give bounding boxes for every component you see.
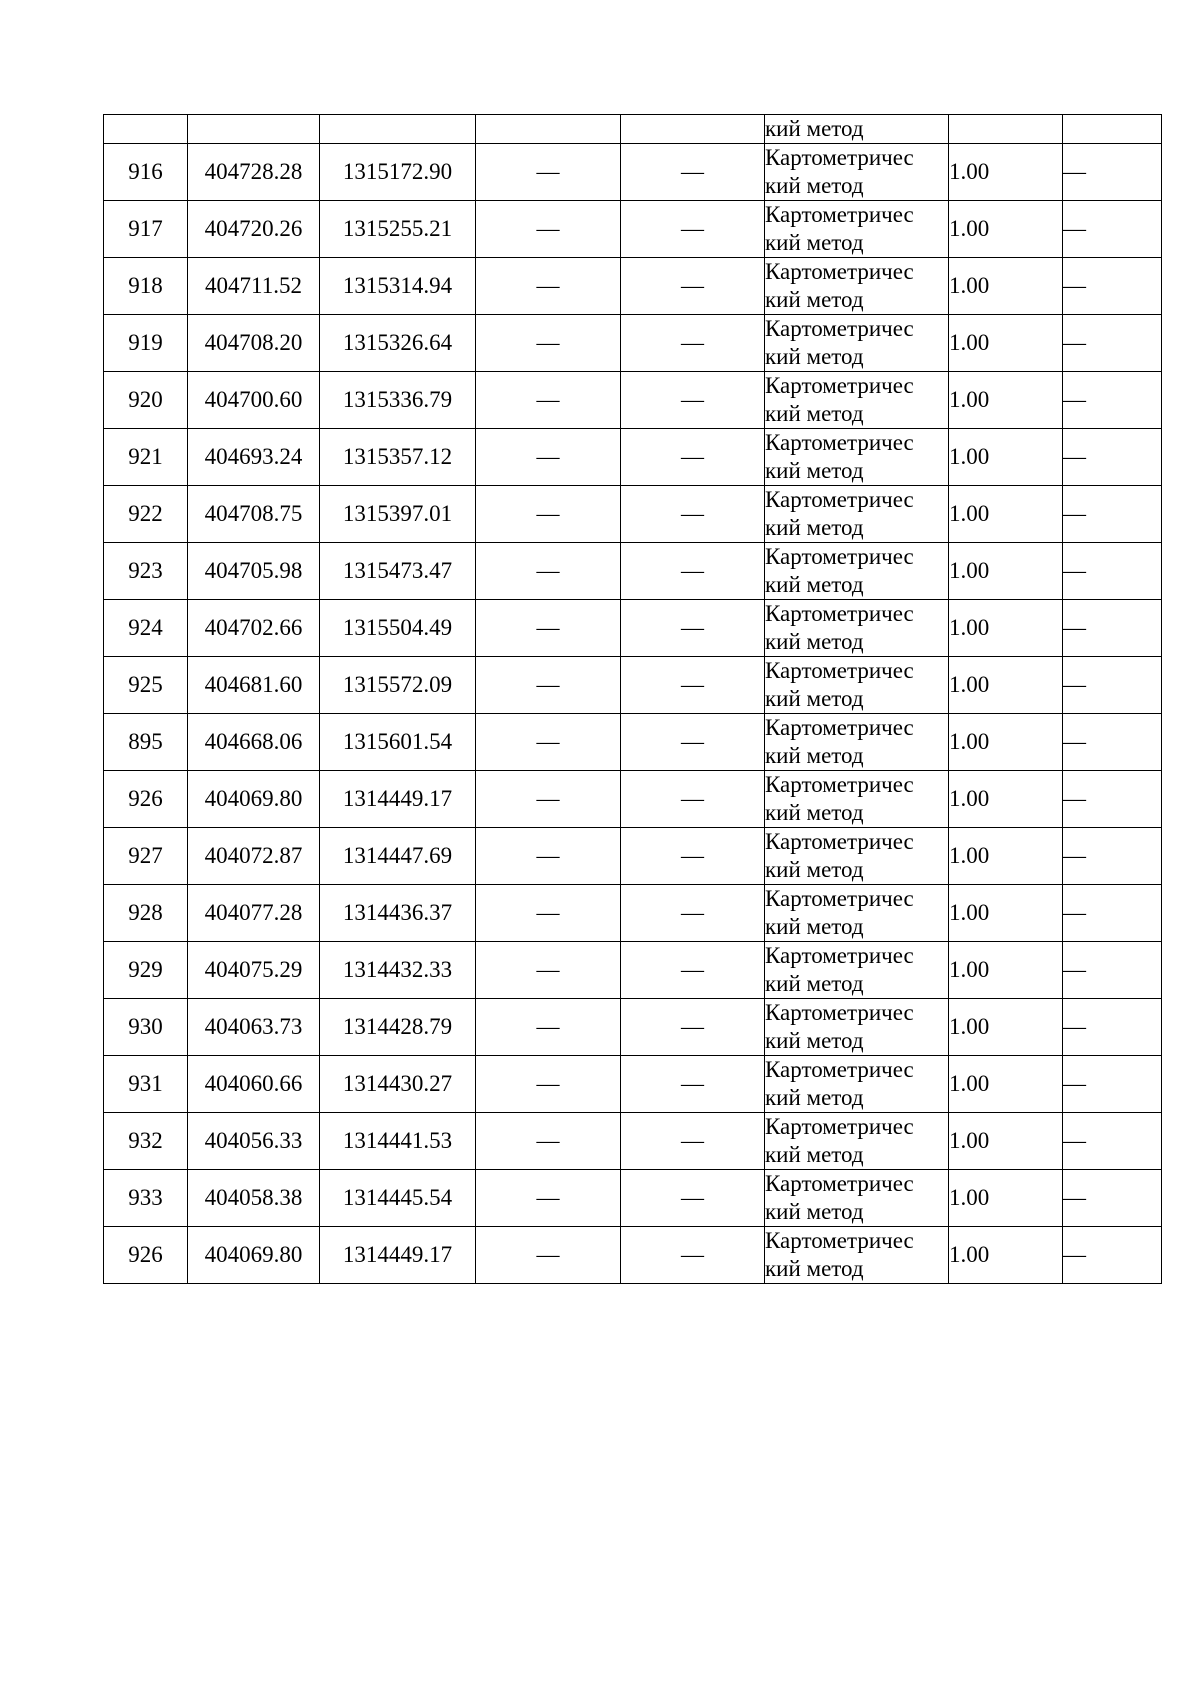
cell-x-coordinate: 404060.66 bbox=[188, 1056, 320, 1113]
cell-point-number: 928 bbox=[104, 885, 188, 942]
cell-x-coordinate: 404668.06 bbox=[188, 714, 320, 771]
cell-method bbox=[765, 1227, 949, 1284]
cell-x-coordinate: 404075.29 bbox=[188, 942, 320, 999]
cell-method bbox=[765, 144, 949, 201]
cell-x-coordinate: 404728.28 bbox=[188, 144, 320, 201]
cell-y-coordinate: 1315572.09 bbox=[320, 657, 476, 714]
cell-accuracy: 1.00 bbox=[949, 771, 1063, 828]
method-line-2: кий метод bbox=[765, 686, 864, 711]
cell-empty bbox=[104, 115, 188, 144]
method-line-2: кий метод bbox=[765, 629, 864, 654]
method-line-1: Картометричес bbox=[765, 544, 914, 569]
cell-y-coordinate: 1314445.54 bbox=[320, 1170, 476, 1227]
cell-x-coordinate: 404069.80 bbox=[188, 1227, 320, 1284]
cell-col4: — bbox=[476, 1170, 621, 1227]
cell-col8: — bbox=[1063, 714, 1162, 771]
cell-col4: — bbox=[476, 828, 621, 885]
cell-accuracy: 1.00 bbox=[949, 999, 1063, 1056]
method-line-2: кий метод bbox=[765, 1256, 864, 1281]
cell-empty bbox=[1063, 115, 1162, 144]
cell-col5: — bbox=[621, 1056, 765, 1113]
cell-method bbox=[765, 1170, 949, 1227]
cell-point-number: 895 bbox=[104, 714, 188, 771]
cell-empty bbox=[320, 115, 476, 144]
cell-x-coordinate: 404063.73 bbox=[188, 999, 320, 1056]
cell-x-coordinate: 404708.20 bbox=[188, 315, 320, 372]
cell-col8: — bbox=[1063, 258, 1162, 315]
cell-col8: — bbox=[1063, 201, 1162, 258]
cell-col4: — bbox=[476, 543, 621, 600]
cell-accuracy: 1.00 bbox=[949, 372, 1063, 429]
cell-col5: — bbox=[621, 1227, 765, 1284]
cell-accuracy: 1.00 bbox=[949, 144, 1063, 201]
cell-point-number: 931 bbox=[104, 1056, 188, 1113]
cell-y-coordinate: 1315504.49 bbox=[320, 600, 476, 657]
method-line-2: кий метод bbox=[765, 1028, 864, 1053]
cell-x-coordinate: 404058.38 bbox=[188, 1170, 320, 1227]
method-line-1: Картометричес bbox=[765, 658, 914, 683]
method-line-2: кий метод bbox=[765, 1085, 864, 1110]
method-line-1: Картометричес bbox=[765, 145, 914, 170]
cell-method bbox=[765, 657, 949, 714]
method-line-2: кий метод bbox=[765, 344, 864, 369]
cell-accuracy: 1.00 bbox=[949, 486, 1063, 543]
cell-accuracy: 1.00 bbox=[949, 1056, 1063, 1113]
table-row bbox=[104, 429, 1162, 486]
table-row bbox=[104, 942, 1162, 999]
cell-method bbox=[765, 714, 949, 771]
table-row bbox=[104, 1227, 1162, 1284]
table-row bbox=[104, 258, 1162, 315]
cell-point-number: 916 bbox=[104, 144, 188, 201]
table-row bbox=[104, 885, 1162, 942]
cell-col4: — bbox=[476, 486, 621, 543]
cell-y-coordinate: 1315314.94 bbox=[320, 258, 476, 315]
cell-col8: — bbox=[1063, 600, 1162, 657]
method-line-1: Картометричес bbox=[765, 202, 914, 227]
cell-col5: — bbox=[621, 1170, 765, 1227]
cell-col4: — bbox=[476, 1227, 621, 1284]
method-line-1: Картометричес bbox=[765, 1057, 914, 1082]
method-line-1: Картометричес bbox=[765, 259, 914, 284]
cell-point-number: 926 bbox=[104, 1227, 188, 1284]
cell-x-coordinate: 404711.52 bbox=[188, 258, 320, 315]
cell-y-coordinate: 1314428.79 bbox=[320, 999, 476, 1056]
method-line-1: Картометричес bbox=[765, 1114, 914, 1139]
cell-col5: — bbox=[621, 771, 765, 828]
cell-col8: — bbox=[1063, 828, 1162, 885]
method-line-2: кий метод bbox=[765, 914, 864, 939]
cell-accuracy: 1.00 bbox=[949, 1227, 1063, 1284]
cell-point-number: 927 bbox=[104, 828, 188, 885]
cell-col8: — bbox=[1063, 1056, 1162, 1113]
cell-y-coordinate: 1314436.37 bbox=[320, 885, 476, 942]
cell-col4: — bbox=[476, 771, 621, 828]
cell-accuracy: 1.00 bbox=[949, 828, 1063, 885]
cell-col8: — bbox=[1063, 486, 1162, 543]
cell-accuracy: 1.00 bbox=[949, 258, 1063, 315]
cell-accuracy: 1.00 bbox=[949, 600, 1063, 657]
cell-col8: — bbox=[1063, 543, 1162, 600]
cell-col8: — bbox=[1063, 1113, 1162, 1170]
cell-col8: — bbox=[1063, 999, 1162, 1056]
cell-col4: — bbox=[476, 372, 621, 429]
cell-accuracy: 1.00 bbox=[949, 1170, 1063, 1227]
cell-y-coordinate: 1314441.53 bbox=[320, 1113, 476, 1170]
cell-x-coordinate: 404077.28 bbox=[188, 885, 320, 942]
method-line-2: кий метод bbox=[765, 572, 864, 597]
cell-col5: — bbox=[621, 1113, 765, 1170]
cell-col8: — bbox=[1063, 144, 1162, 201]
cell-x-coordinate: 404705.98 bbox=[188, 543, 320, 600]
table-row bbox=[104, 999, 1162, 1056]
cell-x-coordinate: 404700.60 bbox=[188, 372, 320, 429]
cell-col4: — bbox=[476, 258, 621, 315]
cell-accuracy: 1.00 bbox=[949, 714, 1063, 771]
table-row bbox=[104, 486, 1162, 543]
cell-col4: — bbox=[476, 144, 621, 201]
cell-col8: — bbox=[1063, 1227, 1162, 1284]
table-row bbox=[104, 828, 1162, 885]
method-line-1: Картометричес bbox=[765, 373, 914, 398]
method-line-2: кий метод bbox=[765, 287, 864, 312]
cell-x-coordinate: 404708.75 bbox=[188, 486, 320, 543]
cell-col5: — bbox=[621, 600, 765, 657]
table-row bbox=[104, 543, 1162, 600]
cell-accuracy: 1.00 bbox=[949, 885, 1063, 942]
cell-point-number: 923 bbox=[104, 543, 188, 600]
cell-y-coordinate: 1315326.64 bbox=[320, 315, 476, 372]
cell-col5: — bbox=[621, 315, 765, 372]
cell-point-number: 930 bbox=[104, 999, 188, 1056]
cell-y-coordinate: 1314430.27 bbox=[320, 1056, 476, 1113]
cell-col4: — bbox=[476, 942, 621, 999]
cell-col4: — bbox=[476, 1056, 621, 1113]
table-row bbox=[104, 1113, 1162, 1170]
method-line-2: кий метод bbox=[765, 458, 864, 483]
cell-y-coordinate: 1315172.90 bbox=[320, 144, 476, 201]
cell-accuracy: 1.00 bbox=[949, 942, 1063, 999]
cell-accuracy: 1.00 bbox=[949, 315, 1063, 372]
cell-col4: — bbox=[476, 714, 621, 771]
cell-y-coordinate: 1315336.79 bbox=[320, 372, 476, 429]
table-row bbox=[104, 657, 1162, 714]
cell-x-coordinate: 404720.26 bbox=[188, 201, 320, 258]
method-line-1: Картометричес bbox=[765, 316, 914, 341]
cell-col5: — bbox=[621, 144, 765, 201]
cell-accuracy: 1.00 bbox=[949, 429, 1063, 486]
cell-y-coordinate: 1314449.17 bbox=[320, 771, 476, 828]
cell-point-number: 920 bbox=[104, 372, 188, 429]
cell-col5: — bbox=[621, 828, 765, 885]
table-row bbox=[104, 600, 1162, 657]
cell-method bbox=[765, 543, 949, 600]
cell-col5: — bbox=[621, 429, 765, 486]
cell-method bbox=[765, 885, 949, 942]
method-line-2: кий метод bbox=[765, 401, 864, 426]
method-line-1: Картометричес bbox=[765, 829, 914, 854]
method-line-1: Картометричес bbox=[765, 430, 914, 455]
cell-col8: — bbox=[1063, 315, 1162, 372]
cell-empty bbox=[949, 115, 1063, 144]
cell-col5: — bbox=[621, 543, 765, 600]
cell-point-number: 933 bbox=[104, 1170, 188, 1227]
method-line-1: Картометричес bbox=[765, 1228, 914, 1253]
cell-method bbox=[765, 828, 949, 885]
cell-x-coordinate: 404693.24 bbox=[188, 429, 320, 486]
cell-accuracy: 1.00 bbox=[949, 1113, 1063, 1170]
table-row bbox=[104, 372, 1162, 429]
cell-x-coordinate: 404069.80 bbox=[188, 771, 320, 828]
cell-method bbox=[765, 942, 949, 999]
cell-y-coordinate: 1315473.47 bbox=[320, 543, 476, 600]
cell-point-number: 926 bbox=[104, 771, 188, 828]
cell-col8: — bbox=[1063, 885, 1162, 942]
method-line-2: кий метод bbox=[765, 230, 864, 255]
cell-col4: — bbox=[476, 885, 621, 942]
cell-col5: — bbox=[621, 942, 765, 999]
table-row bbox=[104, 315, 1162, 372]
cell-accuracy: 1.00 bbox=[949, 657, 1063, 714]
cell-y-coordinate: 1314449.17 bbox=[320, 1227, 476, 1284]
cell-y-coordinate: 1315397.01 bbox=[320, 486, 476, 543]
cell-point-number: 918 bbox=[104, 258, 188, 315]
cell-col4: — bbox=[476, 429, 621, 486]
method-line-1: Картометричес bbox=[765, 886, 914, 911]
cell-point-number: 917 bbox=[104, 201, 188, 258]
cell-col4: — bbox=[476, 201, 621, 258]
method-line-1: Картометричес bbox=[765, 715, 914, 740]
cell-col8: — bbox=[1063, 372, 1162, 429]
method-line-2: кий метод bbox=[765, 1199, 864, 1224]
cell-col4: — bbox=[476, 600, 621, 657]
method-line-2: кий метод bbox=[765, 173, 864, 198]
table-row bbox=[104, 771, 1162, 828]
cell-method bbox=[765, 999, 949, 1056]
cell-point-number: 922 bbox=[104, 486, 188, 543]
cell-col8: — bbox=[1063, 771, 1162, 828]
cell-col5: — bbox=[621, 999, 765, 1056]
cell-method bbox=[765, 771, 949, 828]
cell-point-number: 932 bbox=[104, 1113, 188, 1170]
method-line-1: Картометричес bbox=[765, 1171, 914, 1196]
method-line-1: Картометричес bbox=[765, 487, 914, 512]
cell-accuracy: 1.00 bbox=[949, 543, 1063, 600]
cell-x-coordinate: 404681.60 bbox=[188, 657, 320, 714]
cell-method bbox=[765, 201, 949, 258]
cell-y-coordinate: 1315601.54 bbox=[320, 714, 476, 771]
cell-y-coordinate: 1315255.21 bbox=[320, 201, 476, 258]
cell-x-coordinate: 404056.33 bbox=[188, 1113, 320, 1170]
cell-empty bbox=[621, 115, 765, 144]
cell-method bbox=[765, 429, 949, 486]
cell-col8: — bbox=[1063, 429, 1162, 486]
cell-method bbox=[765, 1056, 949, 1113]
cell-col4: — bbox=[476, 1113, 621, 1170]
cell-col5: — bbox=[621, 714, 765, 771]
cell-col4: — bbox=[476, 657, 621, 714]
method-line-1: Картометричес bbox=[765, 772, 914, 797]
cell-method bbox=[765, 600, 949, 657]
method-line-2: кий метод bbox=[765, 800, 864, 825]
table-row bbox=[104, 144, 1162, 201]
method-line-2: кий метод bbox=[765, 743, 864, 768]
cell-col5: — bbox=[621, 372, 765, 429]
cell-point-number: 924 bbox=[104, 600, 188, 657]
cell-col8: — bbox=[1063, 942, 1162, 999]
method-line-1: Картометричес bbox=[765, 943, 914, 968]
cell-col8: — bbox=[1063, 657, 1162, 714]
cell-col4: — bbox=[476, 999, 621, 1056]
cell-col4: — bbox=[476, 315, 621, 372]
coordinates-table bbox=[103, 114, 1162, 1284]
cell-point-number: 921 bbox=[104, 429, 188, 486]
method-line-2: кий метод bbox=[765, 857, 864, 882]
cell-col5: — bbox=[621, 258, 765, 315]
method-line-1: Картометричес bbox=[765, 1000, 914, 1025]
continuation-row bbox=[104, 115, 1162, 144]
cell-col8: — bbox=[1063, 1170, 1162, 1227]
cell-col5: — bbox=[621, 486, 765, 543]
cell-empty bbox=[188, 115, 320, 144]
cell-y-coordinate: 1315357.12 bbox=[320, 429, 476, 486]
cell-x-coordinate: 404702.66 bbox=[188, 600, 320, 657]
cell-col5: — bbox=[621, 657, 765, 714]
cell-accuracy: 1.00 bbox=[949, 201, 1063, 258]
cell-point-number: 929 bbox=[104, 942, 188, 999]
cell-col5: — bbox=[621, 201, 765, 258]
method-line-1: Картометричес bbox=[765, 601, 914, 626]
method-line-2: кий метод bbox=[765, 971, 864, 996]
cell-method bbox=[765, 258, 949, 315]
cell-point-number: 919 bbox=[104, 315, 188, 372]
cell-x-coordinate: 404072.87 bbox=[188, 828, 320, 885]
cell-col5: — bbox=[621, 885, 765, 942]
table-row bbox=[104, 201, 1162, 258]
cell-method-tail: кий метод bbox=[765, 115, 949, 144]
table-body bbox=[104, 115, 1162, 1284]
table-row bbox=[104, 1170, 1162, 1227]
cell-empty bbox=[476, 115, 621, 144]
cell-point-number: 925 bbox=[104, 657, 188, 714]
method-line-2: кий метод bbox=[765, 1142, 864, 1167]
cell-y-coordinate: 1314432.33 bbox=[320, 942, 476, 999]
cell-method bbox=[765, 1113, 949, 1170]
cell-method bbox=[765, 486, 949, 543]
cell-method bbox=[765, 372, 949, 429]
table-row bbox=[104, 1056, 1162, 1113]
cell-y-coordinate: 1314447.69 bbox=[320, 828, 476, 885]
method-line-2: кий метод bbox=[765, 515, 864, 540]
table-row bbox=[104, 714, 1162, 771]
cell-method bbox=[765, 315, 949, 372]
